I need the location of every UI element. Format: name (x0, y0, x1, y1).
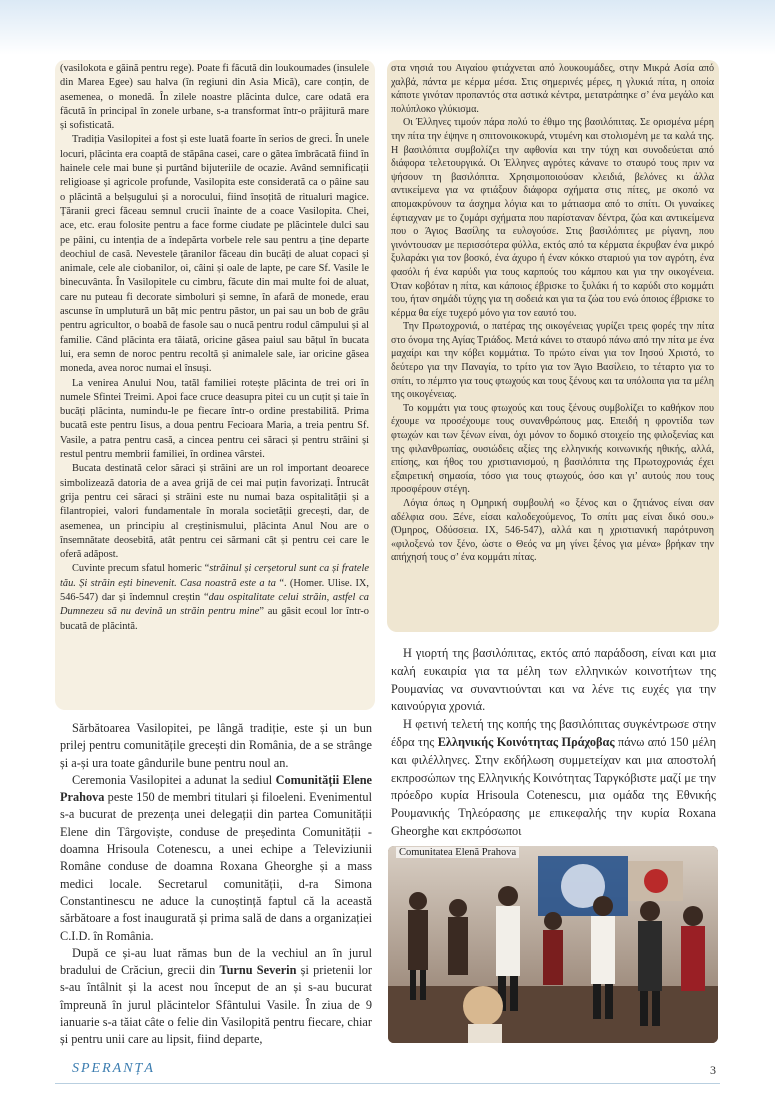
right-box-paragraph-2: Οι Έλληνες τιμούν πάρα πολύ το έθιμο της βασιλόπιτας. Σε ορισμένα μέρη την πίτα την έψηνε η σπιτονοικοκυρά, ντυμένη και στολισμένη με τα καλά της. Η βασιλόπιτα συμβολίζει την αφθονία και την τύχη και συνοδεύεται από διάφορα τελετουργικά. Οι Έλληνες αγρότες κάνανε το σταυρό τους πριν να ψήσουν τη βασιλόπιτα. Χρησιμοποιούσαν κλειδιά, βελόνες κι άλλα αντικείμενα για να φτιάξουν διάφορα σχήματα στις πίτες, με σκοπό να απομακρύνουν τα άσχημα λόγια και το μάτιασμα από το σπίτι. Οι γυναίκες έφτιαχναν με το ζυμάρι σχήματα που παρίσταναν δέντρα, ζώα και αντικείμενα που ο Άγιος Βασίλης τα ευλογούσε. Στις βασιλόπιτες με ρίγανη, που γινόντουσαν με περισσότερα φύλλα, εκτός από τα κέρματα έκρυβαν ένα μικρό ξυλαράκι για τον βοσκό, ένα άχυρο ή έναν κόκκο σταριού για τον αγρότη, ένα φασόλι ή ένα καρύδι για τους καρπούς του κάμπου και για την οικογένεια. Όταν κοβόταν η πίτα, και κάποιος έβρισκε το ξυλάκι ή το καρύδι στο κομμάτι του, ήταν σημάδι τύχης για τη σοδειά και για τα ζώα του ενώ όποιος έβρισκε το κέρμα θα είχε τυχερό μόνο για τον εαυτό του. (391, 117, 714, 319)
left-main-text (60, 720, 372, 1049)
left-box-text (60, 62, 369, 634)
right-box-text (391, 62, 714, 565)
left-main-paragraph-1: Sărbătoarea Vasilopitei, pe lângă tradiție, este și un bun prilej pentru comunitățile grecești din România, de a se strânge și a-și ura toate gândurile bune pentru noul an. (60, 721, 372, 770)
quote-middle: “. (Homer. Ulise. IX, 546-547) dar și îndemnul creștin “ (60, 577, 370, 603)
quote-intro: Cuvinte precum sfatul homeric “ (72, 563, 210, 575)
text-run: După ce și-au luat rămas bun de la vechiul an în jurul bradului de Crăciun, grecii din (60, 945, 372, 978)
left-box-paragraph-4: Bucata destinată celor săraci și străini are un rol important deoarece simbolizează datoria de a avea grijă de cei mai puțin favorizați. Întrucât grija pentru cei săraci și străini este nu numai baza ospitalității și a filantropiei, valori fundamentale în morala societății grecești, dar, de asemenea, un principiu al creștinismului, plăcinta Anul Nou are o însemnătate deosebită, atât pentru cei sărmani cât și pentru cei care le oferă adăpost. (60, 463, 369, 561)
right-main-paragraph-2 (391, 716, 716, 841)
event-photo (388, 846, 718, 1043)
photo-caption: Comunitatea Elenă Prahova (396, 847, 519, 858)
left-main-paragraph-3 (60, 945, 372, 1049)
right-box-paragraph-4: Το κομμάτι για τους φτωχούς και τους ξένους συμβολίζει το καθήκον που έχουμε να προσέχουμε τους συνανθρώπους μας. Επειδή η φροντίδα των φτωχών και των ξένων είναι, όχι μόνον το δομικό στοιχείο της φιλοξενίας και της φιλανθρωπίας, ουσιώδεις αξίες της ελληνικής κοινωνικής ηθικής, αλλά, επίσης, και ήθος του χριστιανισμού, η βασιλόπιτα της Πρωτοχρονιάς έχει εξαιρετική σημασία, τόσο για τους φτωχούς, όσο και γι’ αυτούς που τους προσφέρουν στέγη. (391, 402, 714, 496)
left-box-paragraph-3: La venirea Anului Nou, tatăl familiei rotește plăcinta de trei ori în numele Sfintei Treimi. Apoi face cruce deasupra pitei cu un cuțit și taie în bucăți plăcinta, numindu-le pe fiecare într-o ordine prestabilită. Prima bucată este pentru Iisus, a doua pentru Fecioara Maria, a treia pentru Sf. Vasile, a patra pentru casă, a cincea pentru cei săraci și pentru străini și restul pentru membrii familiei, în ordinea vârstei. (60, 377, 369, 461)
quote-end: ” au găsit ecoul lor într-o bucată de plăcintă. (60, 606, 370, 632)
right-main-paragraph-1: Η γιορτή της βασιλόπιτας, εκτός από παράδοση, είναι και μια καλή ευκαιρία για τα μέλη των ελληνικών κοινοτήτων της Ρουμανίας να συναντιούνται και να λένε τις ευχές για την καινούργια χρονιά. (391, 646, 716, 714)
left-main-paragraph-2 (60, 772, 372, 945)
text-run: πάνω από 150 μέλη και φιλέλληνες. Στην εκδήλωση συμμετείχαν και μια αποστολή εκπροσώπων της Ελληνικής Κοινότητας Ταργκόβιστε μαζί με την πρόεδρο κυρία Hrisoula Cotenescu, μια ομάδα της Εθνικής Ρουμανικής Τηλεόρασης με επικεφαλής την κυρία Roxana Gheorghe και εκπρόσωποι (391, 734, 716, 838)
magazine-title: SPERANȚA (72, 1061, 155, 1076)
dancers-photo-illustration (388, 846, 718, 1043)
top-band (0, 0, 775, 55)
homer-quote: străinul și cerșetorul sunt ca și fratele tău. Și străin ești binevenit. Casa noastră este a ta (60, 563, 369, 589)
left-box-quote-paragraph (60, 562, 369, 633)
text-run: și prietenii lor s-au întâlnit și la acest nou început de an și s-au bucurat împreună în jurul plăcintelor Sfântului Vasile. În ziua de 9 ianuarie s-a tăiat câte o felie din Vasilopită pentru fiecare, chiar și pentru unii care au lipsit, fiind departe, (60, 963, 373, 1047)
footer-divider (55, 1083, 720, 1084)
text-run: peste 150 de membri titulari și filoeleni. Evenimentul s-a bucurat de prezența unei delegații din partea Comunității Elene din Târgoviște, conduse de președinta Comunității - doamna Hrisoula Cotenescu, a unei echipe a Televiziunii Române conduse de doamna Roxana Gheorghe și a mass medici locale. Secretarul comunității, d-ra Simona Constantinescu ne aduce la cunoștință faptul că la această sărbătoare a fost inaugurată și prima sală de dans a organizației C.I.D. în România. (60, 790, 372, 943)
turnu-severin-name: Turnu Severin (219, 963, 297, 978)
prahova-community-name: Comunității Elene Prahova (60, 772, 372, 805)
right-box-paragraph-3: Την Πρωτοχρονιά, ο πατέρας της οικογένειας γυρίζει τρεις φορές την πίτα στο όνομα της Αγίας Τριάδος. Μετά κάνει το σταυρό πάνω από την πίτα με ένα μαχαίρι και την κόβει κομμάτια. Το πρώτο είναι για τον Ιησού Χριστό, το δεύτερο για την Παναγία, το τρίτο για τον Άγιο Βασίλειο, το τέταρτο για το σπίτι, το πέμπτο για τους φτωχούς και τους ξένους και τα υπόλοιπα για τα μέλη της οικογένειας. (391, 321, 714, 401)
text-run: Η φετινή τελετή της κοπής της βασιλόπιτας συγκέντρωσε στην έδρα της (391, 717, 716, 749)
left-box-paragraph-2: Tradiția Vasilopitei a fost și este luată foarte în serios de greci. În unele locuri, plăcinta era coaptă de stăpâna casei, care o gătea îmbrăcată fiind în hainele cele mai bune și purtând bijuteriile de ocazie. Având semnificații religioase și agricole profunde, Vasilopita este considerată ca o pâine sau o plăcintă a belșugului și a norocului, fiind însoțită de ritualuri magice. Țăranii greci făceau semnul crucii înainte de a coace Vasilopita. Chei, ace, etc. erau folosite pentru a face forme ciudate pe plăcintele dulci sau pe pâini, cu intenția de a îndepărta vorbele rele sau pentru a ține departe deochiul de casă. Nevestele țăranilor făceau din bucăți de aluat copaci și animale, cele ale ciobanilor, oi, câini și oale de lapte, pe care Sf. Vasile le binecuvânta. În Vasilopitele cu cimbru, făcute din mai multe foi de aluat, care nu puteau fi decorate simboluri și semne, în afară de monede, erau ascunse în umplutură un băț mic pentru păstor, un pai sau un bob de grâu pentru agricultor, o boabă de fasole sau o nucă pentru rodul câmpului și al familie. Când plăcinta era tăiată, oricine găsea paiul sau bățul în bucata lui, era semn de noroc pentru recoltă și animalele sale, iar oricine găsea moneda, avea noroc numai el însuși. (60, 134, 369, 375)
christian-quote: dau ospitalitate celui străin, astfel ca Dumnezeu să nu devină un străin pentru mine (60, 591, 369, 618)
page-number: 3 (710, 1063, 716, 1077)
text-run: Ceremonia Vasilopitei a adunat la sediul (72, 772, 276, 787)
right-main-text (391, 645, 716, 841)
left-box-paragraph-1: (vasilokota e găină pentru rege). Poate fi făcută din loukoumades (insulele din Marea Egee) sau halva (în regiuni din Asia Mică), care conțin, de asemenea, o monedă. În zilele noastre plăcinta dulce, care odată era făcută în principal în zonele urbane, s-a transformat într-o prăjitură mare și sofisticată. (60, 63, 370, 132)
right-box-paragraph-1: στα νησιά του Αιγαίου φτιάχνεται από λουκουμάδες, στην Μικρά Ασία από χαλβά, πάντα με κέρμα μέσα. Στις σημερινές μέρες, η γλυκιά πίτα, η οποία κάποτε γινόταν προπαντός στα αστικά κέντρα, μετατράπηκε σ’ ένα μεγάλο και πολύπλοκο γλύκισμα. (391, 63, 714, 115)
prahova-community-name-greek: Ελληνικής Κοινότητας Πράχοβας (437, 734, 615, 749)
right-box-paragraph-5: Λόγια όπως η Ομηρική συμβουλή «ο ξένος και ο ζητιάνος είναι σαν αδέλφια σου. Ξένε, είσαι καλοδεχούμενος, Το σπίτι μας είναι δικό σου.» (Όμηρος, Οδύσσεια. IX, 546-547), αλλά και η χριστιανική παρότρυνση «φιλοξενώ τον ξένο, ώστε ο Θεός να μη γίνει ξένος για μένα» βρήκαν την απήχησή τους σ’ ένα κομμάτι πίτας. (391, 498, 714, 564)
